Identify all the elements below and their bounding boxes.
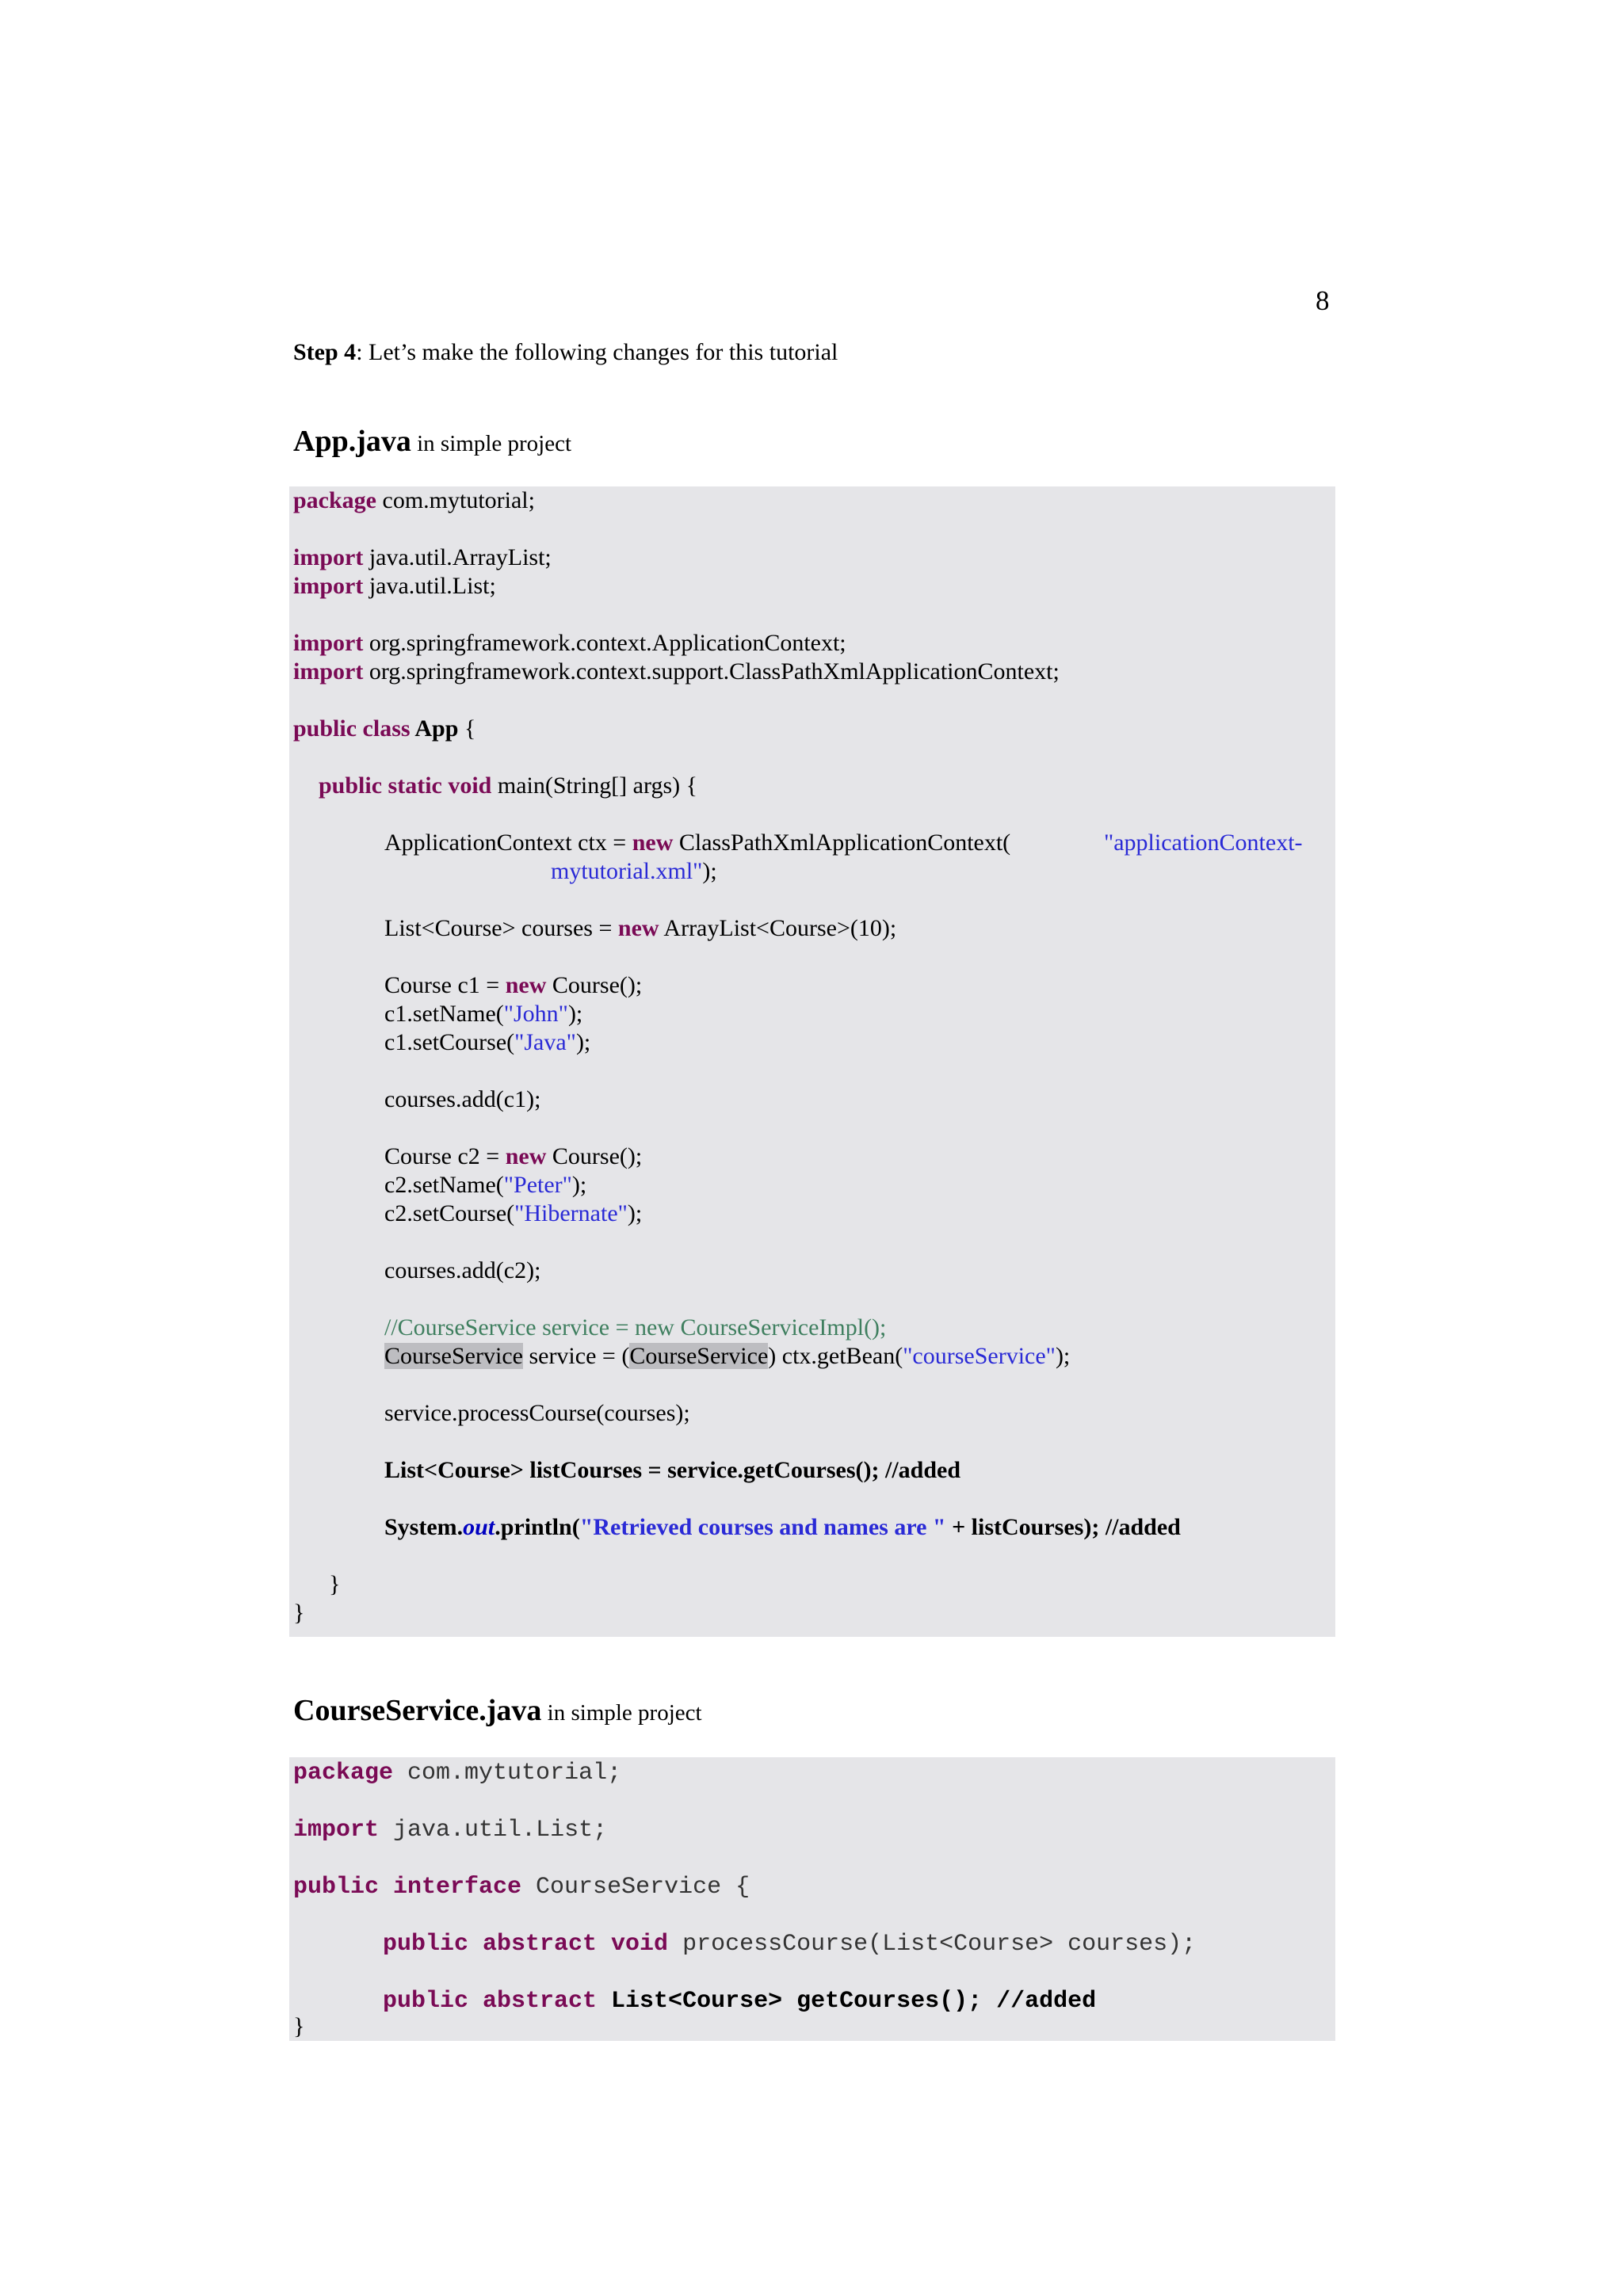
app-java-suffix: in simple project <box>411 431 572 456</box>
code-line: Course c2 = new Course(); <box>384 1143 643 1169</box>
code-line: public abstract List<Course> getCourses(); //added <box>383 1988 1097 2015</box>
code-line: ApplicationContext ctx = new ClassPathXmlApplicationContext( <box>384 830 1011 856</box>
code-line: public static void main(String[] args) { <box>319 772 698 799</box>
code-line: import org.springframework.context.ApplicationContext; <box>293 630 846 656</box>
courseservice-java-heading <box>293 1693 702 1728</box>
code-line: List<Course> listCourses = service.getCourses(); //added <box>384 1457 961 1483</box>
code-line: public abstract void processCourse(List<Course> courses); <box>383 1931 1197 1958</box>
step-instruction <box>293 339 838 366</box>
code-line: public class App { <box>293 715 476 742</box>
code-line: public interface CourseService { <box>293 1874 750 1901</box>
courseservice-java-code-block <box>289 1757 1335 2041</box>
courseservice-java-filename: CourseService.java <box>293 1694 542 1727</box>
code-line: package com.mytutorial; <box>293 487 535 513</box>
code-line: courses.add(c1); <box>384 1086 541 1112</box>
code-line: Course c1 = new Course(); <box>384 972 643 998</box>
code-line: } <box>329 1571 341 1597</box>
code-line: service.processCourse(courses); <box>384 1400 690 1426</box>
code-line: package com.mytutorial; <box>293 1760 622 1787</box>
code-line: c2.setName("Peter"); <box>384 1172 587 1198</box>
code-line: CourseService service = (CourseService) ctx.getBean("courseService"); <box>384 1343 1071 1369</box>
code-line: System.out.println("Retrieved courses and names are " + listCourses); //added <box>384 1514 1181 1540</box>
code-line: } <box>293 2013 305 2039</box>
code-line: List<Course> courses = new ArrayList<Course>(10); <box>384 915 897 941</box>
code-line: c1.setName("John"); <box>384 1001 583 1027</box>
app-java-filename: App.java <box>293 425 411 458</box>
code-line: c2.setCourse("Hibernate"); <box>384 1200 643 1226</box>
courseservice-java-suffix: in simple project <box>541 1700 702 1726</box>
code-line: courses.add(c2); <box>384 1257 541 1283</box>
code-line: import java.util.ArrayList; <box>293 544 552 570</box>
step-text: : Let’s make the following changes for this tutorial <box>356 339 838 365</box>
code-line: import java.util.List; <box>293 573 496 599</box>
code-line: "applicationContext- <box>1104 830 1303 856</box>
step-label: Step 4 <box>293 339 357 365</box>
code-line: import org.springframework.context.support.ClassPathXmlApplicationContext; <box>293 658 1060 685</box>
code-line: import java.util.List; <box>293 1817 608 1844</box>
app-java-code-block <box>289 486 1335 1637</box>
code-line: } <box>293 1600 305 1626</box>
page-number: 8 <box>1316 285 1330 316</box>
app-java-heading <box>293 424 571 459</box>
code-line: c1.setCourse("Java"); <box>384 1029 591 1055</box>
code-line: mytutorial.xml"); <box>551 858 717 884</box>
code-comment: //CourseService service = new CourseServiceImpl(); <box>384 1314 887 1341</box>
